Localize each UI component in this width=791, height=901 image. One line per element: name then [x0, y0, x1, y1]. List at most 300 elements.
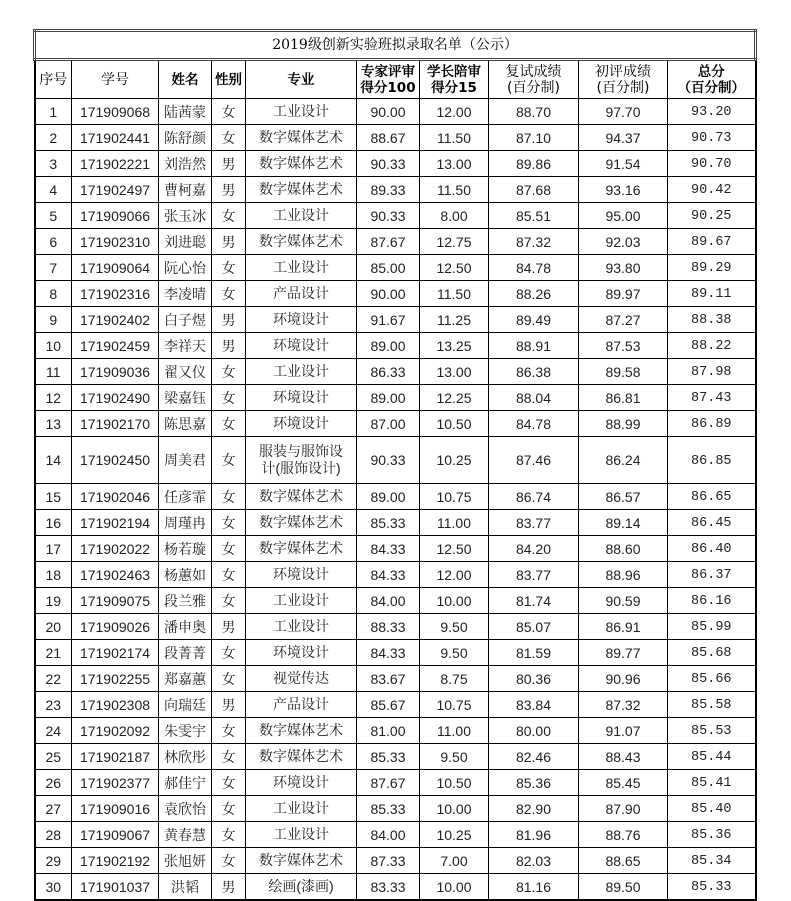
cell-total-score: 85.44: [668, 744, 756, 770]
cell-seq: 13: [35, 411, 72, 437]
cell-student-id: 171902402: [72, 307, 159, 333]
cell-name: 周美君: [159, 437, 212, 484]
cell-major: 环境设计: [246, 307, 357, 333]
table-row: [35, 255, 756, 281]
cell-student-id: 171902187: [72, 744, 159, 770]
cell-student-id: 171902046: [72, 484, 159, 510]
cell-total-score: 86.65: [668, 484, 756, 510]
cell-initial-score: 93.80: [579, 255, 668, 281]
cell-student-id: 171902450: [72, 437, 159, 484]
cell-name: 黄春慧: [159, 822, 212, 848]
cell-senior-score: 8.00: [420, 203, 489, 229]
cell-gender: 女: [212, 848, 246, 874]
cell-seq: 8: [35, 281, 72, 307]
cell-gender: 女: [212, 437, 246, 484]
table-row: [35, 770, 756, 796]
cell-senior-score: 12.00: [420, 562, 489, 588]
cell-retest-score: 87.46: [489, 437, 579, 484]
cell-retest-score: 81.96: [489, 822, 579, 848]
cell-initial-score: 87.53: [579, 333, 668, 359]
header-total-score: [668, 60, 756, 99]
cell-seq: 12: [35, 385, 72, 411]
cell-student-id: 171902441: [72, 125, 159, 151]
header-student-id: 学号: [72, 60, 159, 99]
cell-total-score: 86.37: [668, 562, 756, 588]
cell-name: 林欣彤: [159, 744, 212, 770]
cell-major: 环境设计: [246, 385, 357, 411]
cell-expert-score: 87.67: [357, 770, 420, 796]
cell-senior-score: 12.50: [420, 536, 489, 562]
cell-student-id: 171902192: [72, 848, 159, 874]
cell-major: 产品设计: [246, 692, 357, 718]
cell-retest-score: 80.00: [489, 718, 579, 744]
table-row: [35, 744, 756, 770]
cell-total-score: 87.43: [668, 385, 756, 411]
cell-gender: 男: [212, 614, 246, 640]
cell-major: 环境设计: [246, 562, 357, 588]
table-row: [35, 99, 756, 125]
header-line: 复试成绩: [505, 63, 562, 80]
cell-gender: 女: [212, 385, 246, 411]
cell-student-id: 171902463: [72, 562, 159, 588]
cell-retest-score: 87.68: [489, 177, 579, 203]
cell-gender: 男: [212, 177, 246, 203]
cell-seq: 19: [35, 588, 72, 614]
cell-gender: 女: [212, 588, 246, 614]
cell-name: 杨若璇: [159, 536, 212, 562]
cell-retest-score: 85.51: [489, 203, 579, 229]
table-row: [35, 536, 756, 562]
cell-senior-score: 11.50: [420, 125, 489, 151]
cell-major: 数字媒体艺术: [246, 125, 357, 151]
cell-expert-score: 84.33: [357, 562, 420, 588]
cell-seq: 17: [35, 536, 72, 562]
cell-initial-score: 86.81: [579, 385, 668, 411]
table-row: [35, 640, 756, 666]
cell-seq: 15: [35, 484, 72, 510]
header-seq: 序号: [35, 60, 72, 99]
header-initial-score: [579, 60, 668, 99]
cell-retest-score: 88.91: [489, 333, 579, 359]
cell-seq: 11: [35, 359, 72, 385]
header-retest-score: [489, 60, 579, 99]
cell-seq: 10: [35, 333, 72, 359]
cell-major: 环境设计: [246, 640, 357, 666]
cell-seq: 2: [35, 125, 72, 151]
table-row: [35, 333, 756, 359]
cell-retest-score: 83.84: [489, 692, 579, 718]
header-line: 总分: [697, 63, 725, 80]
cell-gender: 男: [212, 874, 246, 901]
cell-seq: 25: [35, 744, 72, 770]
cell-name: 段菁菁: [159, 640, 212, 666]
cell-total-score: 85.99: [668, 614, 756, 640]
cell-total-score: 86.85: [668, 437, 756, 484]
cell-total-score: 88.38: [668, 307, 756, 333]
cell-name: 曹柯嘉: [159, 177, 212, 203]
cell-major: 工业设计: [246, 796, 357, 822]
cell-major: 环境设计: [246, 333, 357, 359]
cell-major: 产品设计: [246, 281, 357, 307]
cell-seq: 21: [35, 640, 72, 666]
admission-table: [33, 29, 757, 901]
cell-senior-score: 11.00: [420, 510, 489, 536]
cell-major: 数字媒体艺术: [246, 229, 357, 255]
cell-retest-score: 86.74: [489, 484, 579, 510]
cell-senior-score: 10.25: [420, 437, 489, 484]
cell-seq: 9: [35, 307, 72, 333]
cell-name: 张玉冰: [159, 203, 212, 229]
cell-expert-score: 88.67: [357, 125, 420, 151]
cell-expert-score: 90.33: [357, 437, 420, 484]
cell-retest-score: 82.46: [489, 744, 579, 770]
cell-expert-score: 90.33: [357, 151, 420, 177]
cell-gender: 男: [212, 307, 246, 333]
cell-total-score: 85.58: [668, 692, 756, 718]
cell-name: 杨蕙如: [159, 562, 212, 588]
cell-initial-score: 94.37: [579, 125, 668, 151]
table-row: [35, 484, 756, 510]
cell-senior-score: 11.50: [420, 177, 489, 203]
cell-retest-score: 87.32: [489, 229, 579, 255]
cell-retest-score: 85.36: [489, 770, 579, 796]
cell-student-id: 171902497: [72, 177, 159, 203]
cell-total-score: 86.40: [668, 536, 756, 562]
cell-expert-score: 89.00: [357, 333, 420, 359]
cell-senior-score: 12.50: [420, 255, 489, 281]
cell-student-id: 171902316: [72, 281, 159, 307]
header-row: [35, 60, 756, 99]
cell-major: [246, 437, 357, 484]
cell-senior-score: 10.75: [420, 484, 489, 510]
cell-initial-score: 90.96: [579, 666, 668, 692]
cell-initial-score: 89.58: [579, 359, 668, 385]
cell-major: 工业设计: [246, 588, 357, 614]
cell-gender: 女: [212, 510, 246, 536]
cell-senior-score: 11.50: [420, 281, 489, 307]
cell-initial-score: 88.96: [579, 562, 668, 588]
header-line: （百分制）: [677, 79, 746, 96]
cell-retest-score: 82.90: [489, 796, 579, 822]
cell-total-score: 93.20: [668, 99, 756, 125]
cell-student-id: 171902490: [72, 385, 159, 411]
table-row: [35, 510, 756, 536]
cell-expert-score: 81.00: [357, 718, 420, 744]
header-line: 初评成绩: [595, 63, 651, 80]
cell-student-id: 171909036: [72, 359, 159, 385]
cell-student-id: 171909067: [72, 822, 159, 848]
cell-name: 陈思嘉: [159, 411, 212, 437]
cell-seq: 20: [35, 614, 72, 640]
cell-gender: 男: [212, 333, 246, 359]
cell-gender: 男: [212, 151, 246, 177]
cell-initial-score: 86.91: [579, 614, 668, 640]
header-line: 学长陪审: [427, 63, 481, 80]
cell-initial-score: 91.07: [579, 718, 668, 744]
cell-name: 潘申奥: [159, 614, 212, 640]
cell-senior-score: 13.25: [420, 333, 489, 359]
cell-name: 陈舒颜: [159, 125, 212, 151]
cell-seq: 22: [35, 666, 72, 692]
cell-initial-score: 89.97: [579, 281, 668, 307]
cell-senior-score: 10.00: [420, 588, 489, 614]
admission-list-sheet: [33, 29, 754, 901]
cell-initial-score: 87.90: [579, 796, 668, 822]
cell-expert-score: 90.00: [357, 99, 420, 125]
cell-name: 刘浩然: [159, 151, 212, 177]
header-senior-score: [420, 60, 489, 99]
cell-seq: 24: [35, 718, 72, 744]
cell-student-id: 171909068: [72, 99, 159, 125]
cell-initial-score: 88.99: [579, 411, 668, 437]
cell-gender: 女: [212, 359, 246, 385]
cell-name: 阮心怡: [159, 255, 212, 281]
table-body: [35, 99, 756, 901]
cell-senior-score: 12.25: [420, 385, 489, 411]
cell-major: 数字媒体艺术: [246, 848, 357, 874]
cell-name: 张旭妍: [159, 848, 212, 874]
cell-gender: 女: [212, 203, 246, 229]
cell-total-score: 85.68: [668, 640, 756, 666]
table-row: [35, 822, 756, 848]
cell-expert-score: 83.67: [357, 666, 420, 692]
cell-retest-score: 88.26: [489, 281, 579, 307]
cell-initial-score: 88.65: [579, 848, 668, 874]
cell-gender: 女: [212, 718, 246, 744]
major-line: 服装与服饰设: [259, 443, 343, 459]
cell-gender: 男: [212, 692, 246, 718]
cell-initial-score: 89.14: [579, 510, 668, 536]
cell-student-id: 171902221: [72, 151, 159, 177]
cell-total-score: 86.89: [668, 411, 756, 437]
table-row: [35, 281, 756, 307]
cell-expert-score: 84.00: [357, 822, 420, 848]
cell-gender: 女: [212, 666, 246, 692]
cell-student-id: 171909066: [72, 203, 159, 229]
cell-major: 数字媒体艺术: [246, 484, 357, 510]
cell-total-score: 90.70: [668, 151, 756, 177]
cell-senior-score: 8.75: [420, 666, 489, 692]
table-row: [35, 151, 756, 177]
cell-total-score: 85.34: [668, 848, 756, 874]
table-row: [35, 229, 756, 255]
cell-senior-score: 11.25: [420, 307, 489, 333]
cell-name: 陆茜蒙: [159, 99, 212, 125]
table-row: [35, 718, 756, 744]
cell-seq: 27: [35, 796, 72, 822]
cell-major: 数字媒体艺术: [246, 151, 357, 177]
cell-senior-score: 11.00: [420, 718, 489, 744]
cell-name: 郝佳宁: [159, 770, 212, 796]
cell-retest-score: 84.78: [489, 411, 579, 437]
cell-initial-score: 86.57: [579, 484, 668, 510]
cell-initial-score: 88.76: [579, 822, 668, 848]
cell-seq: 29: [35, 848, 72, 874]
cell-initial-score: 87.27: [579, 307, 668, 333]
cell-seq: 18: [35, 562, 72, 588]
cell-name: 周瑾冉: [159, 510, 212, 536]
cell-student-id: 171902170: [72, 411, 159, 437]
cell-major: 数字媒体艺术: [246, 177, 357, 203]
cell-student-id: 171901037: [72, 874, 159, 901]
header-line: 得分100: [360, 79, 416, 96]
cell-initial-score: 86.24: [579, 437, 668, 484]
table-row: [35, 203, 756, 229]
cell-student-id: 171902092: [72, 718, 159, 744]
cell-senior-score: 10.00: [420, 874, 489, 901]
cell-retest-score: 83.77: [489, 510, 579, 536]
cell-seq: 3: [35, 151, 72, 177]
cell-gender: 女: [212, 562, 246, 588]
header-line: 专家评审: [361, 63, 415, 80]
cell-gender: 女: [212, 281, 246, 307]
cell-initial-score: 87.32: [579, 692, 668, 718]
cell-initial-score: 92.03: [579, 229, 668, 255]
cell-seq: 14: [35, 437, 72, 484]
table-row: [35, 411, 756, 437]
table-row: [35, 177, 756, 203]
table-row: [35, 562, 756, 588]
cell-major: 数字媒体艺术: [246, 510, 357, 536]
cell-student-id: 171902255: [72, 666, 159, 692]
cell-gender: 女: [212, 255, 246, 281]
cell-expert-score: 85.33: [357, 744, 420, 770]
cell-senior-score: 10.75: [420, 692, 489, 718]
cell-gender: 男: [212, 229, 246, 255]
cell-major: 数字媒体艺术: [246, 536, 357, 562]
cell-total-score: 85.33: [668, 874, 756, 901]
cell-seq: 23: [35, 692, 72, 718]
cell-expert-score: 84.00: [357, 588, 420, 614]
cell-name: 翟又仪: [159, 359, 212, 385]
cell-expert-score: 90.33: [357, 203, 420, 229]
cell-initial-score: 88.43: [579, 744, 668, 770]
cell-gender: 女: [212, 822, 246, 848]
cell-retest-score: 80.36: [489, 666, 579, 692]
cell-gender: 女: [212, 125, 246, 151]
cell-retest-score: 81.16: [489, 874, 579, 901]
cell-seq: 4: [35, 177, 72, 203]
cell-seq: 7: [35, 255, 72, 281]
cell-major: 工业设计: [246, 614, 357, 640]
cell-major: 环境设计: [246, 411, 357, 437]
table-row: [35, 796, 756, 822]
cell-senior-score: 12.75: [420, 229, 489, 255]
cell-initial-score: 91.54: [579, 151, 668, 177]
cell-senior-score: 10.25: [420, 822, 489, 848]
cell-retest-score: 81.74: [489, 588, 579, 614]
cell-retest-score: 89.49: [489, 307, 579, 333]
cell-retest-score: 86.38: [489, 359, 579, 385]
table-row: [35, 692, 756, 718]
cell-total-score: 89.11: [668, 281, 756, 307]
cell-expert-score: 90.00: [357, 281, 420, 307]
cell-student-id: 171909016: [72, 796, 159, 822]
cell-name: 李祥天: [159, 333, 212, 359]
cell-initial-score: 88.60: [579, 536, 668, 562]
cell-total-score: 85.36: [668, 822, 756, 848]
cell-senior-score: 13.00: [420, 151, 489, 177]
cell-student-id: 171909075: [72, 588, 159, 614]
cell-student-id: 171902310: [72, 229, 159, 255]
cell-senior-score: 7.00: [420, 848, 489, 874]
cell-total-score: 90.42: [668, 177, 756, 203]
cell-initial-score: 93.16: [579, 177, 668, 203]
cell-gender: 女: [212, 744, 246, 770]
cell-seq: 26: [35, 770, 72, 796]
cell-major: 工业设计: [246, 255, 357, 281]
table-row: [35, 614, 756, 640]
cell-retest-score: 84.20: [489, 536, 579, 562]
cell-senior-score: 10.50: [420, 770, 489, 796]
cell-retest-score: 83.77: [489, 562, 579, 588]
cell-expert-score: 85.00: [357, 255, 420, 281]
cell-gender: 女: [212, 770, 246, 796]
table-row: [35, 385, 756, 411]
cell-initial-score: 97.70: [579, 99, 668, 125]
cell-seq: 1: [35, 99, 72, 125]
cell-expert-score: 88.33: [357, 614, 420, 640]
cell-total-score: 87.98: [668, 359, 756, 385]
cell-total-score: 89.67: [668, 229, 756, 255]
cell-name: 袁欣怡: [159, 796, 212, 822]
cell-expert-score: 87.33: [357, 848, 420, 874]
cell-senior-score: 9.50: [420, 614, 489, 640]
title-row: [35, 31, 756, 60]
cell-retest-score: 88.70: [489, 99, 579, 125]
cell-total-score: 85.53: [668, 718, 756, 744]
cell-total-score: 88.22: [668, 333, 756, 359]
cell-student-id: 171902459: [72, 333, 159, 359]
table-row: [35, 125, 756, 151]
table-row: [35, 666, 756, 692]
cell-expert-score: 84.33: [357, 536, 420, 562]
table-row: [35, 307, 756, 333]
cell-major: 工业设计: [246, 203, 357, 229]
cell-total-score: 90.25: [668, 203, 756, 229]
table-row: [35, 848, 756, 874]
cell-student-id: 171902174: [72, 640, 159, 666]
cell-expert-score: 85.33: [357, 796, 420, 822]
cell-major: 环境设计: [246, 770, 357, 796]
cell-gender: 女: [212, 484, 246, 510]
cell-senior-score: 9.50: [420, 640, 489, 666]
cell-student-id: 171902308: [72, 692, 159, 718]
cell-senior-score: 10.00: [420, 796, 489, 822]
cell-total-score: 86.16: [668, 588, 756, 614]
header-name: 姓名: [159, 60, 212, 99]
cell-expert-score: 87.67: [357, 229, 420, 255]
cell-major: 工业设计: [246, 99, 357, 125]
cell-name: 洪韬: [159, 874, 212, 901]
cell-senior-score: 13.00: [420, 359, 489, 385]
cell-student-id: 171902377: [72, 770, 159, 796]
cell-expert-score: 91.67: [357, 307, 420, 333]
cell-initial-score: 89.50: [579, 874, 668, 901]
cell-retest-score: 82.03: [489, 848, 579, 874]
cell-total-score: 90.73: [668, 125, 756, 151]
cell-gender: 女: [212, 796, 246, 822]
cell-retest-score: 87.10: [489, 125, 579, 151]
header-line: 得分15: [431, 79, 477, 96]
cell-gender: 女: [212, 411, 246, 437]
header-line: (百分制): [507, 79, 560, 96]
header-line: (百分制): [596, 79, 650, 96]
cell-initial-score: 95.00: [579, 203, 668, 229]
cell-initial-score: 90.59: [579, 588, 668, 614]
cell-name: 向瑞廷: [159, 692, 212, 718]
cell-name: 李凌晴: [159, 281, 212, 307]
